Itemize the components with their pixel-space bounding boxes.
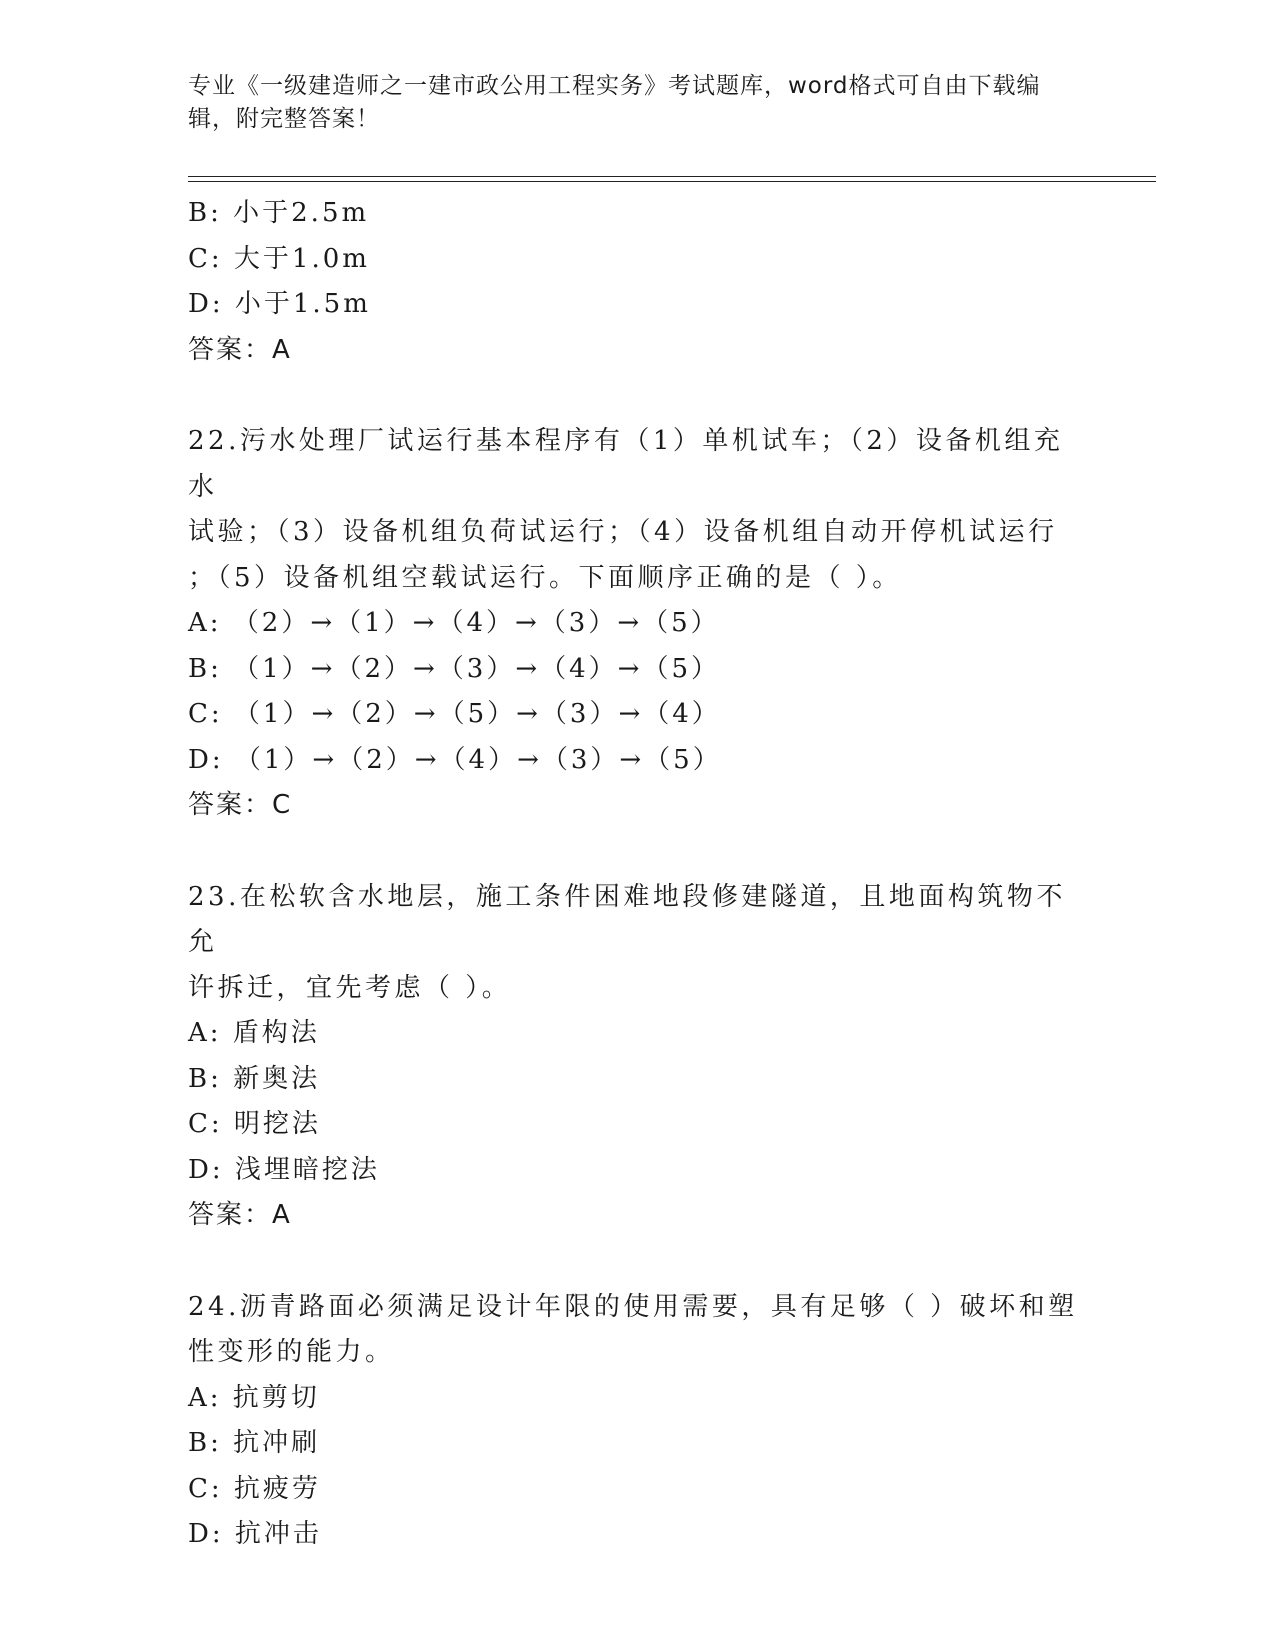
document-content [188, 191, 1088, 1558]
option-c: C: 明挖法 [188, 1109, 321, 1139]
option-c: C: 抗疲劳 [188, 1473, 321, 1504]
option-b: B: 抗冲刷 [188, 1428, 321, 1458]
answer-line: 答案：A [188, 1200, 292, 1230]
option-a: A: 抗剪切 [188, 1382, 320, 1413]
option-d: D: 浅埋暗挖法 [188, 1154, 380, 1185]
question-24 [188, 1285, 1088, 1558]
answer-line: 答案：A [188, 334, 292, 365]
question-23 [188, 875, 1088, 1239]
header-rule-bottom [188, 181, 1156, 182]
answer-line: 答案：C [188, 790, 293, 820]
option-b: B: （1）→（2）→（3）→（4）→（5） [188, 653, 720, 684]
question-text-line: 22.污水处理厂试运行基本程序有（1）单机试车；（2）设备机组充水 [188, 426, 1064, 502]
option-b: B: 小于2.5m [188, 198, 370, 228]
option-d: D: （1）→（2）→（4）→（3）→（5） [188, 744, 722, 775]
option-c: C: 大于1.0m [188, 243, 370, 274]
option-d: D: 小于1.5m [188, 289, 371, 319]
question-22 [188, 419, 1088, 829]
header-rule-top [188, 176, 1156, 177]
question-text-line: 23.在松软含水地层，施工条件困难地段修建隧道，且地面构筑物不允 [188, 881, 1066, 957]
option-a: A: （2）→（1）→（4）→（3）→（5） [188, 608, 720, 638]
document-header: 专业《一级建造师之一建市政公用工程实务》考试题库，word格式可自由下载编辑，附完整答案！ [188, 73, 1041, 132]
option-a: A: 盾构法 [188, 1018, 320, 1048]
question-text-line: 性变形的能力。 [188, 1337, 395, 1367]
option-d: D: 抗冲击 [188, 1519, 322, 1549]
option-c: C: （1）→（2）→（5）→（3）→（4） [188, 699, 721, 729]
question-partial [188, 191, 1088, 373]
option-b: B: 新奥法 [188, 1063, 321, 1094]
question-text-line: 24.沥青路面必须满足设计年限的使用需要，具有足够（ ）破坏和塑 [188, 1291, 1078, 1322]
question-text-line: 许拆迁，宜先考虑（ ）。 [188, 972, 512, 1003]
question-text-line: 试验；（3）设备机组负荷试运行；（4）设备机组自动开停机试运行 [188, 517, 1058, 547]
question-text-line: ；（5）设备机组空载试运行。下面顺序正确的是（ ）。 [188, 562, 902, 593]
